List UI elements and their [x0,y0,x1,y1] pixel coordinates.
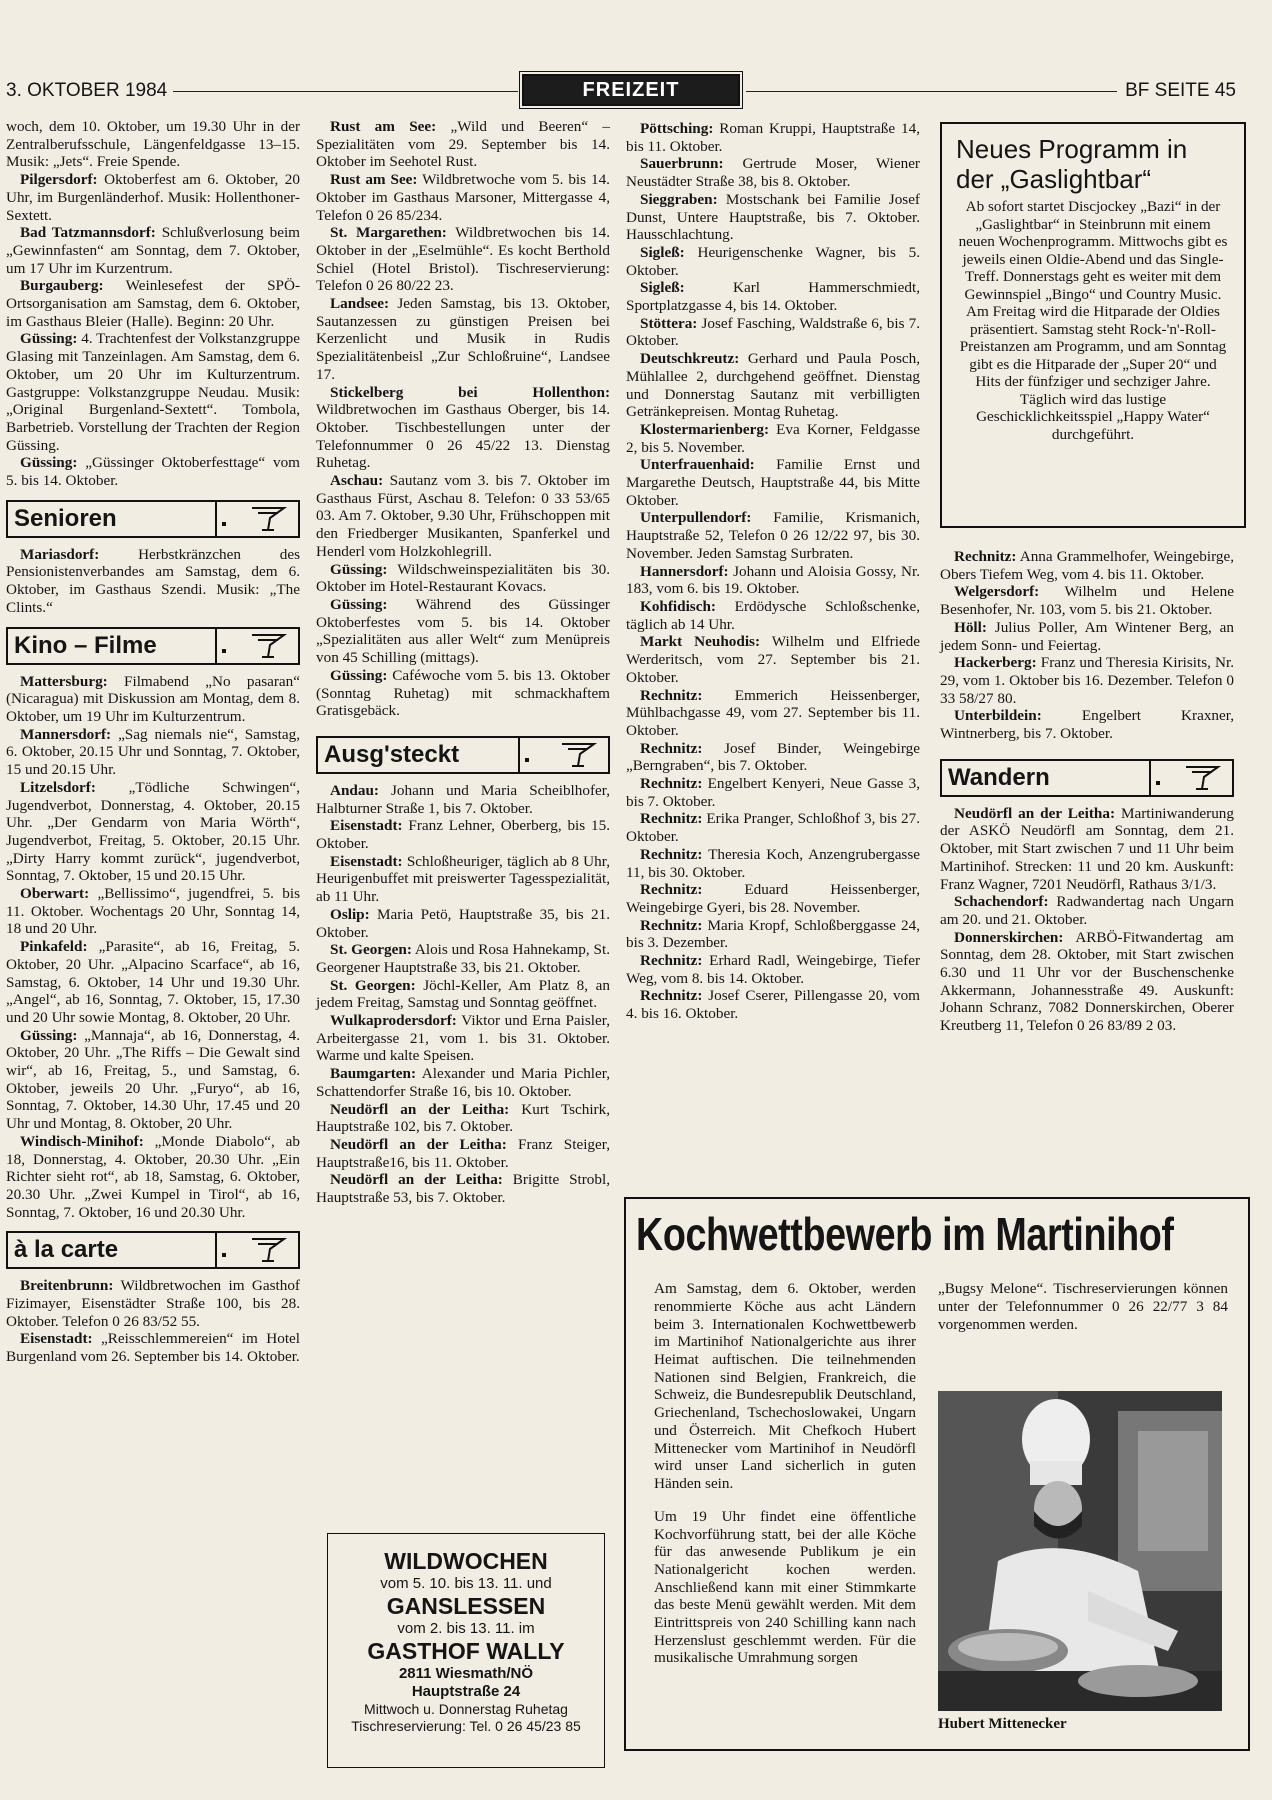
entry-text: Emmerich Heissenberger, Mühlbachgasse 49, vom 27. September bis 11. Oktober. [626,686,920,739]
entry-paragraph [316,1171,610,1206]
section-divider [518,738,520,772]
entry-paragraph [6,546,300,617]
entry-paragraph [940,707,1234,742]
entry-paragraph [626,421,920,456]
entry-text: Mostschank bei Familie Josef Dunst, Untere Hauptstraße, bis 7. Oktober. Hausschlachtung. [626,190,920,244]
ad-line: Mittwoch u. Donnerstag Ruhetag [364,1701,568,1717]
entry-text: Viktor und Erna Paisler, Arbeitergasse 21, vom 1. bis 31. Oktober. Warme und kalte Speisen. [316,1012,610,1065]
advertisement-gasthof-wally [327,1533,605,1768]
entry-place: Güssing: [20,454,78,472]
chef-photo [938,1391,1222,1711]
entry-paragraph [6,1277,300,1330]
entry-text: Gerhard und Paula Posch, Mühlallee 2, durchgehend geöffnet. Dienstag und Donnerstag Sautanz mit verbilligten Getränkepreisen. Montag Ruhetag. [626,350,920,421]
entry-paragraph [6,224,300,277]
page-header [6,72,1236,106]
entry-place: Hackerberg: [954,654,1037,672]
article-headline: Kochwettbewerb im Martinihof [636,1208,1174,1260]
section-wandern [940,759,1234,797]
entry-paragraph [316,667,610,720]
glass-icon [558,741,598,769]
entry-paragraph [316,782,610,817]
section-ausgsteckt [316,736,610,774]
entry-place: Andau: [330,781,379,799]
article-column-1 [654,1265,916,1682]
entry-place: St. Georgen: [330,976,416,994]
entry-paragraph [626,191,920,244]
entry-place: Unterbildein: [954,707,1042,725]
entry-place: Markt Neuhodis: [640,633,761,651]
entry-paragraph [6,673,300,726]
entry-place: Eisenstadt: [20,1330,93,1348]
entry-place: Rechnitz: [640,775,703,793]
entry-paragraph [626,740,920,775]
entry-text: Wildschweinspezialitäten bis 30. Oktober im Hotel-Restaurant Kovacs. [316,560,610,596]
article-paragraph: Um 19 Uhr findet eine öffentliche Kochvorführung statt, bei der alle Köche für das anwesende Publikum je ein Nationalgericht kochen werden. Anschließend kann mit einer Stimmkarte das beste Menü gewählt werden. Mit dem Eintrittspreis von 240 Schilling kann nach Herzenslust geschlemmt werden. Für die musikalische Umrahmung sorgen [654,1507,916,1667]
entry-text: Erhard Radl, Weingebirge, Tiefer Weg, vom 8. bis 14. Oktober. [626,952,920,987]
entry-paragraph [940,654,1234,707]
entry-text: Weinlesefest der SPÖ-Ortsorganisation am Samstag, dem 6. Oktober, im Gasthaus Bleier (Halle). Beginn: 20 Uhr. [6,277,300,330]
article-kochwettbewerb [624,1197,1250,1751]
section-dot [1156,781,1160,785]
entry-place: Schachendorf: [954,893,1049,911]
entry-text: „Reisschlemmereien“ im Hotel Burgenland vom 26. September bis 14. Oktober. [6,1330,300,1366]
column-2 [316,118,610,1207]
entry-paragraph [626,315,920,350]
entry-place: Rechnitz: [640,845,703,863]
entry-paragraph [626,952,920,987]
entry-text: Brigitte Strobl, Hauptstraße 53, bis 7. Oktober. [316,1171,611,1207]
entry-text: Schloßheuriger, täglich ab 8 Uhr, Heurigenbuffet mit preiswerter Tagesspezialität, ab 11 Uhr. [316,852,610,906]
entry-paragraph [626,987,920,1022]
entry-paragraph [316,171,610,224]
section-divider [215,1233,217,1267]
entry-text: Eduard Heissenberger, Weingebirge Gyeri, bis 28. November. [626,881,920,916]
entry-text: Caféwoche vom 5. bis 13. Oktober (Sonntag Ruhetag) mit schmackhaftem Gratisgebäck. [316,666,610,720]
entry-text: Julius Poller, Am Wintener Berg, an jedem Sonn- und Feiertag. [940,618,1234,654]
entry-place: Breitenbrunn: [20,1277,114,1295]
entry-paragraph [626,633,920,686]
entry-text: Johann und Aloisia Gossy, Nr. 183, vom 6. bis 19. Oktober. [626,562,920,598]
section-dot [222,522,226,526]
glass-icon [248,1236,288,1264]
entry-place: Mannersdorf: [20,725,112,743]
entry-place: Welgersdorf: [954,583,1040,601]
entry-place: Deutschkreutz: [640,350,740,368]
entry-paragraph [316,817,610,852]
entry-text: Alexander und Maria Pichler, Schattendorfer Straße 16, bis 10. Oktober. [316,1065,610,1100]
entry-paragraph [316,295,610,384]
entry-place: Kohfidisch: [640,597,716,615]
entry-paragraph [316,118,610,171]
entry-text: Maria Petö, Hauptstraße 35, bis 21. Oktober. [316,905,610,941]
entry-text: Wildbretwoche vom 5. bis 14. Oktober im Gasthaus Marsoner, Mittergasse 4, Telefon 0 26 85/234. [316,171,610,224]
entry-text: „Güssinger Oktoberfesttage“ vom 5. bis 14. Oktober. [6,454,300,490]
col2-top-list [316,118,610,720]
entry-paragraph [6,726,300,779]
entry-text: Anna Grammelhofer, Weingebirge, Obers Tiefem Weg, vom 4. bis 11. Oktober. [940,548,1234,583]
entry-text: Eva Korner, Feldgasse 2, bis 5. November. [626,420,920,456]
entry-paragraph [316,1136,610,1171]
ad-line: GANSLESSEN [386,1593,546,1619]
entry-paragraph [626,775,920,810]
col1-kino-list [6,673,300,1222]
ad-line: GASTHOF WALLY [367,1638,565,1664]
entry-text: Josef Binder, Weingebirge „Berngraben“, bis 7. Oktober. [626,739,920,775]
entry-text: „Mannaja“, ab 16, Donnerstag, 4. Oktober, 20 Uhr. „The Riffs – Die Gewalt sind wir“, ab 16, Freitag, 5., und Samstag, 6. Oktober, jeweils 20 Uhr. „Furyo“, ab 16, Sonntag, 7. Oktober, 14.30 Uhr, 17.45 und 20 Uhr und Montag, 8. Oktober, 20 Uhr. [6,1026,300,1133]
entry-text: Sautanz vom 3. bis 7. Oktober im Gasthaus Fürst, Aschau 8. Telefon: 0 33 53/65 03. Am 7. Oktober, 9.30 Uhr, Frühschoppen mit den Friedberger Musikanten, Spanferkel und Henderl vom Holzkohlegrill. [316,472,610,560]
entry-place: Güssing: [330,666,388,684]
entry-place: Sauerbrunn: [640,155,724,173]
entry-text: „Wild und Beeren“ – Spezialitäten vom 29. September bis 14. Oktober im Seehotel Rust. [316,118,610,171]
entry-paragraph [626,279,920,314]
entry-place: Neudörfl an der Leitha: [330,1171,503,1189]
glass-icon [248,632,288,660]
entry-text: Engelbert Kenyeri, Neue Gasse 3, bis 7. Oktober. [626,775,920,810]
chef-photo-image [938,1391,1222,1711]
entry-place: Pöttsching: [640,120,714,137]
entry-paragraph [940,805,1234,894]
entry-paragraph [626,509,920,562]
entry-paragraph [6,171,300,224]
entry-text: „Bellissimo“, jugendfrei, 5. bis 11. Oktober. Wochentags 20 Uhr, Sonntag 14, 18 und 20 Uhr. [6,885,300,938]
entry-text: Roman Kruppi, Hauptstraße 14, bis 11. Oktober. [626,120,920,155]
entry-place: Rechnitz: [640,952,703,970]
entry-text: Während des Güssinger Oktoberfestes vom 5. bis 14. Oktober „Spezialitäten aus aller Welt“ zum Menüpreis von 45 Schilling (mittags). [316,595,610,667]
entry-text: Franz Lehner, Oberberg, bis 15. Oktober. [316,817,610,853]
glass-icon [248,505,288,533]
entry-place: Neudörfl an der Leitha: [954,804,1116,822]
entry-paragraph [316,941,610,976]
entry-paragraph [626,598,920,633]
entry-paragraph [6,1027,300,1133]
entry-paragraph [940,893,1234,928]
entry-paragraph [940,548,1234,583]
header-rule-left [173,91,518,92]
entry-paragraph [940,619,1234,654]
entry-text: Martiniwanderung der ASKÖ Neudörfl am Sonntag, dem 21. Oktober, mit Start zwischen 7 und 11 Uhr beim Martinihof. Strecken: 11 und 20 km. Auskunft: Franz Wagner, 7201 Neudörfl, Rathaus 3/1/3. [940,804,1234,893]
entry-paragraph [316,1065,610,1100]
header-date: 3. OKTOBER 1984 [6,80,168,101]
entry-place: Oberwart: [20,885,90,903]
gaslight-text: Ab sofort startet Discjockey „Bazi“ in der „Gaslightbar“ in Steinbrunn mit einem neuen Wochenprogramm. Mittwochs gibt es jeweils einen Oldie-Abend und das Single-Treff. Donnerstags geht es weiter mit dem Gewinnspiel „Bingo“ und Country Music. Am Freitag wird die Hitparade der Oldies präsentiert. Samstag steht Rock-'n'-Roll-Preistanzen am Programm, und am Sonntag gibt es die Hitparade der „Super 20“ und Hits der fünfziger und sechziger Jahre. Täglich wird das lustige Geschicklichkeitsspiel „Happy Water“ durchgeführt. [958,198,1228,443]
ad-line: Tischreservierung: Tel. 0 26 45/23 85 [351,1718,581,1734]
entry-paragraph [6,938,300,1027]
entry-paragraph [316,906,610,941]
section-divider [215,502,217,536]
header-rule-right [746,91,1117,92]
entry-paragraph [316,1101,610,1136]
entry-place: Eisenstadt: [330,852,403,870]
entry-place: Neudörfl an der Leitha: [330,1100,510,1118]
entry-place: Wulkaprodersdorf: [330,1012,457,1030]
entry-paragraph [626,810,920,845]
article-column-2 [938,1265,1228,1348]
entry-text: Familie, Krismanich, Hauptstraße 52, Telefon 0 26 12/22 97, bis 30. November. Jeden Samstag Surbraten. [626,509,920,562]
entry-place: Rust am See: [330,171,418,189]
entry-place: Höll: [954,618,987,636]
entry-text: Theresia Koch, Anzengrubergasse 11, bis 30. Oktober. [626,845,920,881]
entry-paragraph [316,853,610,906]
entry-paragraph [6,779,300,885]
col4-top-list [940,548,1234,743]
entry-place: Unterfrauenhaid: [640,456,755,474]
entry-text: Gertrude Moser, Wiener Neustädter Straße 38, bis 8. Oktober. [626,155,920,191]
section-senioren [6,500,300,538]
entry-text: Wilhelm und Helene Besenhofer, Nr. 103, vom 5. bis 21. Oktober. [940,583,1234,619]
entry-paragraph [316,384,610,473]
column-4 [940,548,1234,1035]
entry-paragraph [6,1133,300,1222]
entry-place: Landsee: [330,295,390,313]
entry-text: Heurigenschenke Wagner, bis 5. Oktober. [626,243,920,279]
entry-text: Alois und Rosa Hahnekamp, St. Georgener Hauptstraße 33, bis 21. Oktober. [316,941,611,976]
section-divider [215,629,217,663]
entry-text: Johann und Maria Scheiblhofer, Halbturner Straße 1, bis 7. Oktober. [316,781,610,817]
section-dot [525,758,529,762]
entry-paragraph [6,885,300,938]
entry-paragraph [316,561,610,596]
entry-paragraph [626,244,920,279]
entry-text: Erika Pranger, Schloßhof 3, bis 27. Oktober. [626,810,920,846]
entry-paragraph [626,120,920,155]
gaslight-title: Neues Programm in der „Gaslightbar“ [956,134,1188,194]
entry-text: Wildbretwochen im Gasthaus Oberger, bis 14. Oktober. Tischbestellungen unter der Telefonnummer 0 26 45/22 13. Dienstag Ruhetag. [316,401,610,472]
entry-text: Franz Steiger, Hauptstraße16, bis 11. Oktober. [316,1135,611,1171]
entry-paragraph [940,583,1234,618]
entry-text: Filmabend „No pasaran“ (Nicaragua) mit Diskussion am Montag, dem 8. Oktober, um 19 Uhr im Kulturzentrum. [6,672,300,725]
entry-place: Stickelberg bei Hollenthon: [330,383,610,401]
section-label: Kino – Filme [14,631,157,659]
ad-line: Hauptstraße 24 [411,1683,521,1700]
article-paragraph: Am Samstag, dem 6. Oktober, werden renommierte Köche aus acht Ländern beim 3. Internationalen Kochwettbewerb im Martinihof Nationalgerichte aus ihrer Heimat auftischen. Die teilnehmenden Nationen sind Belgien, Frankreich, die Schweiz, die Bundesrepublik Deutschland, Griechenland, Tschechoslowakei, Ungarn und Österreich. Mit Chefkoch Hubert Mittenecker vom Martinihof in Neudörfl wird unser Land sicherlich in guten Händen sein. [654,1280,916,1492]
col3-list [626,120,920,1023]
ad-line: vom 2. bis 13. 11. im [397,1620,535,1637]
entry-text: „Monde Diabolo“, ab 18, Donnerstag, 4. Oktober, 20.30 Uhr. „Ein Richter sieht rot“, ab 18, Samstag, 6. Oktober, 20.30 Uhr. „Zwei Kumpel in Tirol“, ab 16, Sonntag, 7. Oktober, 16 und 20.30 Uhr. [6,1132,300,1221]
entry-text: Radwandertag nach Ungarn am 20. und 21. Oktober. [940,893,1234,928]
col1-alacarte-list [6,1277,300,1366]
ad-line: WILDWOCHEN [384,1548,548,1574]
entry-place: Rechnitz: [640,810,703,828]
entry-place: Burgauberg: [20,277,104,295]
header-section: FREIZEIT [522,74,740,106]
section-label: Senioren [14,504,117,532]
entry-place: Klostermarienberg: [640,420,770,438]
entry-paragraph [626,456,920,509]
article-paragraph: „Bugsy Melone“. Tischreservierungen können unter der Telefonnummer 0 26 22/77 3 84 vorgenommen werden. [938,1280,1228,1333]
entry-place: Unterpullendorf: [640,509,752,527]
entry-text: Engelbert Kraxner, Wintnerberg, bis 7. Oktober. [940,707,1234,743]
entry-paragraph [626,846,920,881]
entry-paragraph [316,977,610,1012]
entry-text: Erdödysche Schloßschenke, täglich ab 14 Uhr. [626,597,920,633]
entry-text: ARBÖ-Fitwandertag am Sonntag, dem 28. Oktober, mit Start zwischen 6.30 und 11 Uhr vor der Buschenschenke Akkermann, Johannesstraße 49. Auskunft: Johann Schranz, 7082 Donnerskirchen, Oberer Kreutberg 11, Telefon 0 26 83/89 2 03. [940,928,1234,1035]
entry-place: Stöttera: [640,314,698,332]
section-dot [222,1253,226,1257]
entry-paragraph [316,224,610,295]
entry-text: Karl Hammerschmiedt, Sportplatzgasse 4, bis 14. Oktober. [626,279,920,315]
header-page-number: BF SEITE 45 [1125,80,1236,101]
entry-place: Sigleß: [640,279,685,297]
entry-place: Bad Tatzmannsdorf: [20,224,156,242]
col1-top-list [6,118,300,490]
glass-icon [1182,764,1222,792]
entry-paragraph [6,330,300,454]
entry-text: Josef Fasching, Waldstraße 6, bis 7. Oktober. [626,314,920,350]
entry-place: Eisenstadt: [330,817,403,835]
gaslight-box [940,122,1246,528]
entry-paragraph [626,155,920,190]
entry-place: Güssing: [330,560,388,578]
section-alacarte [6,1231,300,1269]
entry-text: Josef Cserer, Pillengasse 20, vom 4. bis 16. Oktober. [626,987,920,1023]
entry-paragraph [626,917,920,952]
column-3 [626,120,920,1023]
entry-paragraph [626,350,920,421]
entry-place: Baumgarten: [330,1065,417,1083]
entry-text: Franz und Theresia Kirisits, Nr. 29, vom 1. Oktober bis 16. Dezember. Telefon 0 33 58/27 80. [940,654,1234,707]
entry-paragraph [626,563,920,598]
col1-senioren-list [6,546,300,617]
entry-text: Jeden Samstag, bis 13. Oktober, Sautanzessen zu günstigen Preisen bei Kerzenlicht und Musik in Rudis Spezialitätenbeisl „Zur Schloßruine“, Landsee 17. [316,295,610,383]
col4-wandern-list [940,805,1234,1035]
entry-place: Aschau: [330,472,384,490]
entry-paragraph [6,118,300,171]
entry-place: Güssing: [20,1026,78,1044]
entry-paragraph [316,596,610,667]
entry-place: Mariasdorf: [20,545,100,563]
section-label: Ausg'steckt [324,740,460,768]
entry-paragraph [6,454,300,489]
entry-place: Windisch-Minihof: [20,1132,144,1150]
entry-text: Wildbretwochen im Gasthof Fizimayer, Eisenstädter Straße 100, bis 28. Oktober. Telefon 0 26 83/52 55. [6,1277,300,1330]
entry-text: Maria Kropf, Schloßberggasse 24, bis 3. Dezember. [626,916,920,952]
entry-paragraph [6,1330,300,1365]
section-divider [1149,761,1151,795]
photo-caption: Hubert Mittenecker [938,1716,1067,1732]
entry-place: Sieggraben: [640,190,718,208]
entry-text: Herbstkränzchen des Pensionistenverbandes am Samstag, dem 6. Oktober, im Gasthaus Szendi. Musik: „The Clints.“ [6,545,300,616]
ad-line: vom 5. 10. bis 13. 11. und [380,1575,552,1592]
entry-text: „Tödliche Schwingen“, Jugendverbot, Donnerstag, 4. Oktober, 20.15 Uhr. „Der Gendarm von Maria Wörth“, Jugendverbot, Freitag, 5. Oktober, 20.15 Uhr. „Dirty Harry kommt zurück“, jugendverbot, Sonntag, 7. Oktober, 15 und 20.15 Uhr. [6,778,300,885]
entry-place: Donnerskirchen: [954,928,1064,946]
entry-place: Pilgersdorf: [20,171,98,189]
entry-paragraph [626,881,920,916]
entry-place: St. Margarethen: [330,224,447,242]
entry-place: Rechnitz: [640,739,703,757]
entry-text: Familie Ernst und Margarethe Deutsch, Hauptstraße 44, bis Mitte Oktober. [626,456,920,509]
entry-paragraph [626,687,920,740]
entry-place: Mattersburg: [20,672,108,690]
section-dot [222,649,226,653]
ad-line: 2811 Wiesmath/NÖ [398,1665,534,1682]
entry-paragraph [316,1012,610,1065]
entry-text: Schlußverlosung beim „Gewinnfasten“ am Sonntag, dem 7. Oktober, um 17 Uhr im Kurzentrum. [6,224,300,277]
entry-place: Sigleß: [640,243,685,261]
entry-text: 4. Trachtenfest der Volkstanzgruppe Glasing mit Tanzeinlagen. Am Samstag, dem 6. Oktober, um 20 Uhr im Kulturzentrum. Gastgruppe: Volkstanzgruppe Neudau. Musik: „Original Burgenland-Sextett“. Tombola, Barbetrieb. Vorstellung der Trachten der Region Güssing. [6,330,300,454]
entry-text: Jöchl-Keller, Am Platz 8, an jedem Freitag, Samstag und Sonntag geöffnet. [316,976,611,1012]
entry-place: Oslip: [330,905,370,923]
col2-ausgsteckt-list [316,782,610,1207]
entry-place: Güssing: [330,595,388,613]
entry-place: St. Georgen: [330,941,412,959]
entry-place: Rechnitz: [640,987,703,1005]
entry-place: Litzelsdorf: [20,778,96,796]
section-label: Wandern [948,763,1050,791]
entry-place: Neudörfl an der Leitha: [330,1135,507,1153]
entry-text: woch, dem 10. Oktober, um 19.30 Uhr in der Zentralberufsschule, Längenfeldgasse 13–15. Musik: „Jets“. Freie Spende. [6,118,300,171]
entry-text: Wildbretwochen bis 14. Oktober in der „Eselmühle“. Es kocht Berthold Schiel (Hotel Bristol). Tischreservierung: Telefon 0 26 80/22 23. [316,224,610,295]
entry-text: „Parasite“, ab 16, Freitag, 5. Oktober, 20 Uhr. „Alpacino Scarface“, ab 16, Samstag, 6. Oktober, 14 Uhr und 19.30 Uhr. „Angel“, ab 16, Sonntag, 7. Oktober, 15, 17.30 und 20 Uhr sowie Montag, 8. Oktober, 20 Uhr. [6,938,300,1026]
entry-paragraph [316,472,610,561]
entry-place: Rust am See: [330,118,437,135]
entry-place: Rechnitz: [954,548,1017,565]
entry-place: Rechnitz: [640,881,703,899]
entry-paragraph [6,277,300,330]
entry-place: Hannersdorf: [640,562,729,580]
entry-text: Oktoberfest am 6. Oktober, 20 Uhr, im Burgenländerhof. Musik: Hollenthoner-Sextett. [6,171,300,224]
section-kino [6,627,300,665]
entry-place: Rechnitz: [640,686,703,704]
entry-place: Rechnitz: [640,916,703,934]
entry-paragraph [940,929,1234,1035]
section-label: à la carte [14,1236,119,1264]
entry-text: „Sag niemals nie“, Samstag, 6. Oktober, 20.15 Uhr und Sonntag, 7. Oktober, 15 und 20.15 Uhr. [6,725,300,779]
entry-place: Güssing: [20,330,78,348]
entry-place: Pinkafeld: [20,938,88,956]
entry-text: Kurt Tschirk, Hauptstraße 102, bis 7. Oktober. [316,1100,610,1136]
entry-text: Wilhelm und Elfriede Werderitsch, vom 27. September bis 21. Oktober. [626,633,920,686]
column-1 [6,118,300,1366]
